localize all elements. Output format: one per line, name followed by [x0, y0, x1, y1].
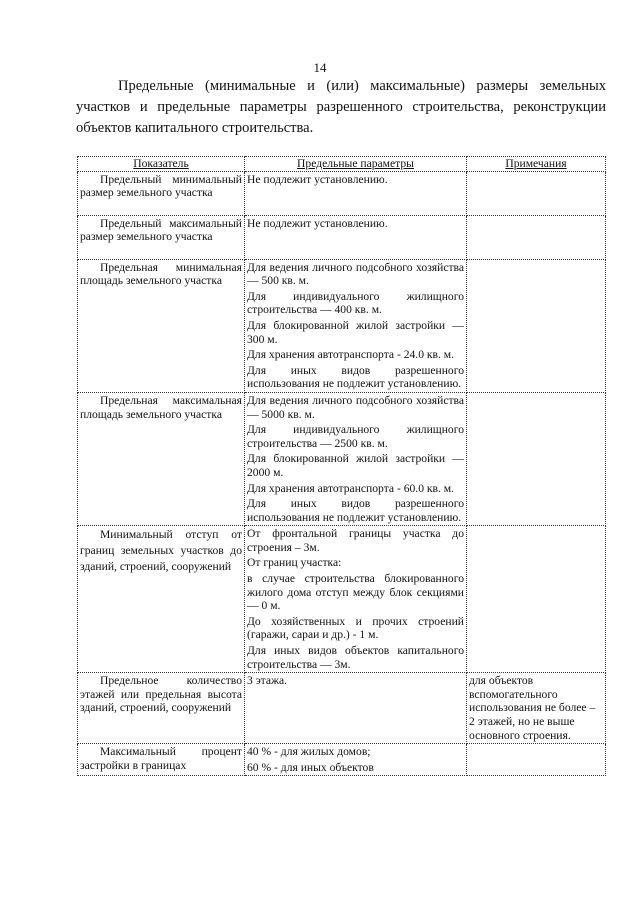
- parameters-cell: [245, 215, 467, 259]
- table-row: [78, 171, 606, 215]
- parameters-table: [77, 156, 606, 776]
- parameter-text: Для ведения личного подсобного хозяйства — 500 кв. м.: [247, 260, 464, 288]
- parameter-text: Для иных видов объектов капитального строительства — 3м.: [247, 644, 464, 671]
- parameter-text: Для иных видов разрешенного использования не подлежит установлению.: [247, 497, 464, 524]
- header-notes: Примечания: [467, 157, 606, 172]
- indicator-cell: Максимальный процент застройки в границах: [78, 744, 245, 776]
- parameter-text: От фронтальной границы участка до строения – 3м.: [247, 527, 464, 554]
- page-number: 14: [313, 60, 327, 75]
- parameters-cell: [245, 744, 467, 776]
- note-cell: [467, 259, 606, 392]
- note-cell: для объектов вспомогательного использования не более – 2 этажей, но не выше основного строения.: [467, 673, 606, 744]
- table-header-row: [78, 157, 606, 172]
- parameters-cell: [245, 259, 467, 392]
- parameter-text: Не подлежит установлению.: [247, 216, 388, 230]
- indicator-cell: Предельный минимальный размер земельного участка: [78, 171, 245, 215]
- note-cell: [467, 171, 606, 215]
- parameter-text: 40 % - для жилых домов;: [247, 745, 371, 759]
- parameter-text: Для блокированной жилой застройки — 2000 м.: [247, 452, 464, 479]
- indicator-cell: Предельная минимальная площадь земельного участка: [78, 259, 245, 392]
- note-cell: [467, 392, 606, 525]
- parameters-cell: [245, 526, 467, 673]
- parameter-text: От границ участка:: [247, 556, 342, 570]
- section-heading: Предельные (минимальные и (или) максимальные) размеры земельных участков и предельные параметры разрешенного строительства, реконструкции объектов капитального строительства.: [76, 78, 606, 136]
- header-indicator: Показатель: [78, 157, 245, 172]
- table-row: [78, 526, 606, 673]
- parameter-text: Для блокированной жилой застройки — 300 м.: [247, 318, 464, 346]
- note-cell: [467, 744, 606, 776]
- parameter-text: Для индивидуального жилищного строительства — 400 кв. м.: [247, 289, 464, 317]
- table-row: [78, 673, 606, 744]
- parameter-text: 3 этажа.: [247, 674, 288, 688]
- table-row: [78, 259, 606, 392]
- note-cell: [467, 526, 606, 673]
- table-row: [78, 744, 606, 776]
- parameter-text: Для ведения личного подсобного хозяйства — 5000 кв. м.: [247, 393, 464, 421]
- indicator-cell: Предельная максимальная площадь земельного участка: [78, 392, 245, 525]
- indicator-cell: Предельный максимальный размер земельного участка: [78, 215, 245, 259]
- table-row: [78, 392, 606, 525]
- parameters-cell: [245, 673, 467, 744]
- indicator-cell: Предельное количество этажей или предельная высота зданий, строений, сооружений: [78, 673, 245, 744]
- table-row: [78, 215, 606, 259]
- parameter-text: Для хранения автотранспорта - 60.0 кв. м.: [247, 481, 455, 495]
- parameters-cell: [245, 171, 467, 215]
- note-cell: [467, 215, 606, 259]
- indicator-cell: Минимальный отступ от границ земельных участков до зданий, строений, сооружений: [78, 526, 245, 673]
- header-parameters: Предельные параметры: [245, 157, 467, 172]
- parameter-text: Для индивидуального жилищного строительства — 2500 кв. м.: [247, 423, 464, 450]
- parameter-text: в случае строительства блокированного жилого дома отступ между блок секциями — 0 м.: [247, 572, 464, 613]
- parameters-cell: [245, 392, 467, 525]
- parameter-text: Для иных видов разрешенного использования не подлежит установлению.: [247, 363, 464, 391]
- parameter-text: 60 % - для иных объектов: [247, 760, 374, 774]
- parameter-text: До хозяйственных и прочих строений (гаражи, сараи и др.) - 1 м.: [247, 614, 464, 642]
- parameter-text: Не подлежит установлению.: [247, 172, 388, 186]
- parameter-text: Для хранения автотранспорта - 24.0 кв. м.: [247, 348, 455, 362]
